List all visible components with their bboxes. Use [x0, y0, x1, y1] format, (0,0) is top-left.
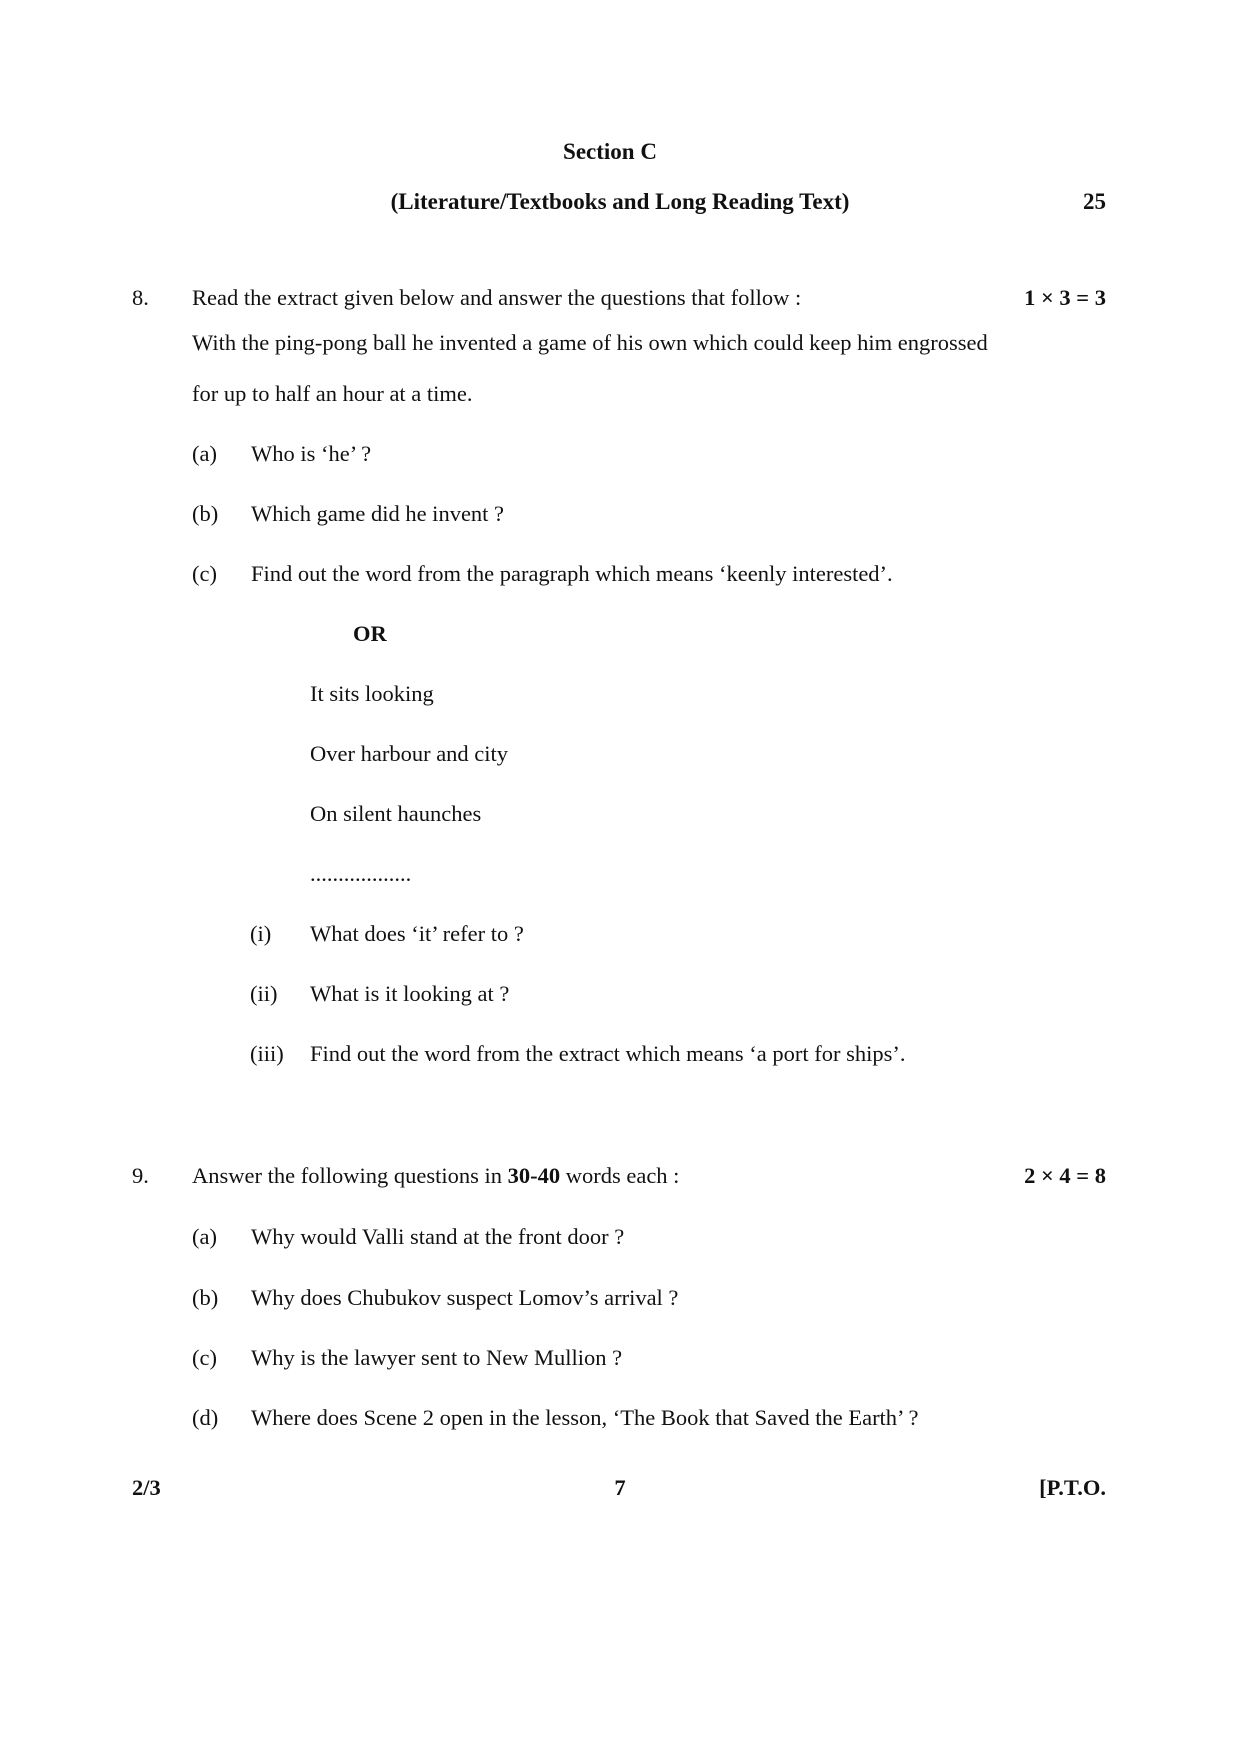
instruction-text: words each :: [560, 1163, 680, 1188]
section-subtitle: (Literature/Textbooks and Long Reading Text): [390, 189, 850, 214]
part-label: (i): [250, 921, 272, 946]
instruction-text: Answer the following questions in: [192, 1163, 508, 1188]
part-label: (a): [192, 441, 217, 466]
question-number: 8.: [132, 285, 149, 310]
poem-line: It sits looking: [310, 681, 434, 706]
part-text: What does ‘it’ refer to ?: [310, 921, 524, 946]
part-text: Find out the word from the paragraph which means ‘keenly interested’.: [251, 561, 893, 586]
part-label: (iii): [250, 1041, 284, 1066]
section-marks: 25: [1083, 189, 1106, 214]
or-separator: OR: [353, 621, 387, 646]
part-text: Which game did he invent ?: [251, 501, 505, 526]
part-text: Why does Chubukov suspect Lomov’s arrival ?: [251, 1285, 679, 1310]
part-label: (ii): [250, 981, 278, 1006]
extract-text: for up to half an hour at a time.: [192, 381, 473, 406]
paper-code: 2/3: [132, 1475, 161, 1500]
part-text: Where does Scene 2 open in the lesson, ‘The Book that Saved the Earth’ ?: [251, 1405, 919, 1430]
poem-line: ..................: [310, 861, 412, 886]
question-instruction: Read the extract given below and answer the questions that follow :: [192, 285, 802, 310]
extract-text: With the ping-pong ball he invented a game of his own which could keep him engrossed: [192, 330, 988, 355]
poem-line: Over harbour and city: [310, 741, 509, 766]
part-text: Why would Valli stand at the front door ?: [251, 1224, 625, 1249]
pto-marker: [P.T.O.: [1039, 1475, 1106, 1500]
question-instruction: [192, 1165, 679, 1188]
poem-line: On silent haunches: [310, 801, 482, 826]
question-number: 9.: [132, 1163, 149, 1188]
section-title: Section C: [563, 139, 657, 164]
part-text: Why is the lawyer sent to New Mullion ?: [251, 1345, 623, 1370]
part-label: (c): [192, 561, 217, 586]
part-label: (a): [192, 1224, 217, 1249]
part-text: Who is ‘he’ ?: [251, 441, 372, 466]
part-text: Find out the word from the extract which means ‘a port for ships’.: [310, 1041, 906, 1066]
page-number: 7: [614, 1475, 626, 1500]
word-limit: 30-40: [507, 1163, 561, 1188]
question-marks: 1 × 3 = 3: [1024, 285, 1106, 310]
question-marks: 2 × 4 = 8: [1024, 1163, 1106, 1188]
part-text: What is it looking at ?: [310, 981, 510, 1006]
part-label: (d): [192, 1405, 219, 1430]
part-label: (b): [192, 501, 219, 526]
part-label: (c): [192, 1345, 217, 1370]
part-label: (b): [192, 1285, 219, 1310]
